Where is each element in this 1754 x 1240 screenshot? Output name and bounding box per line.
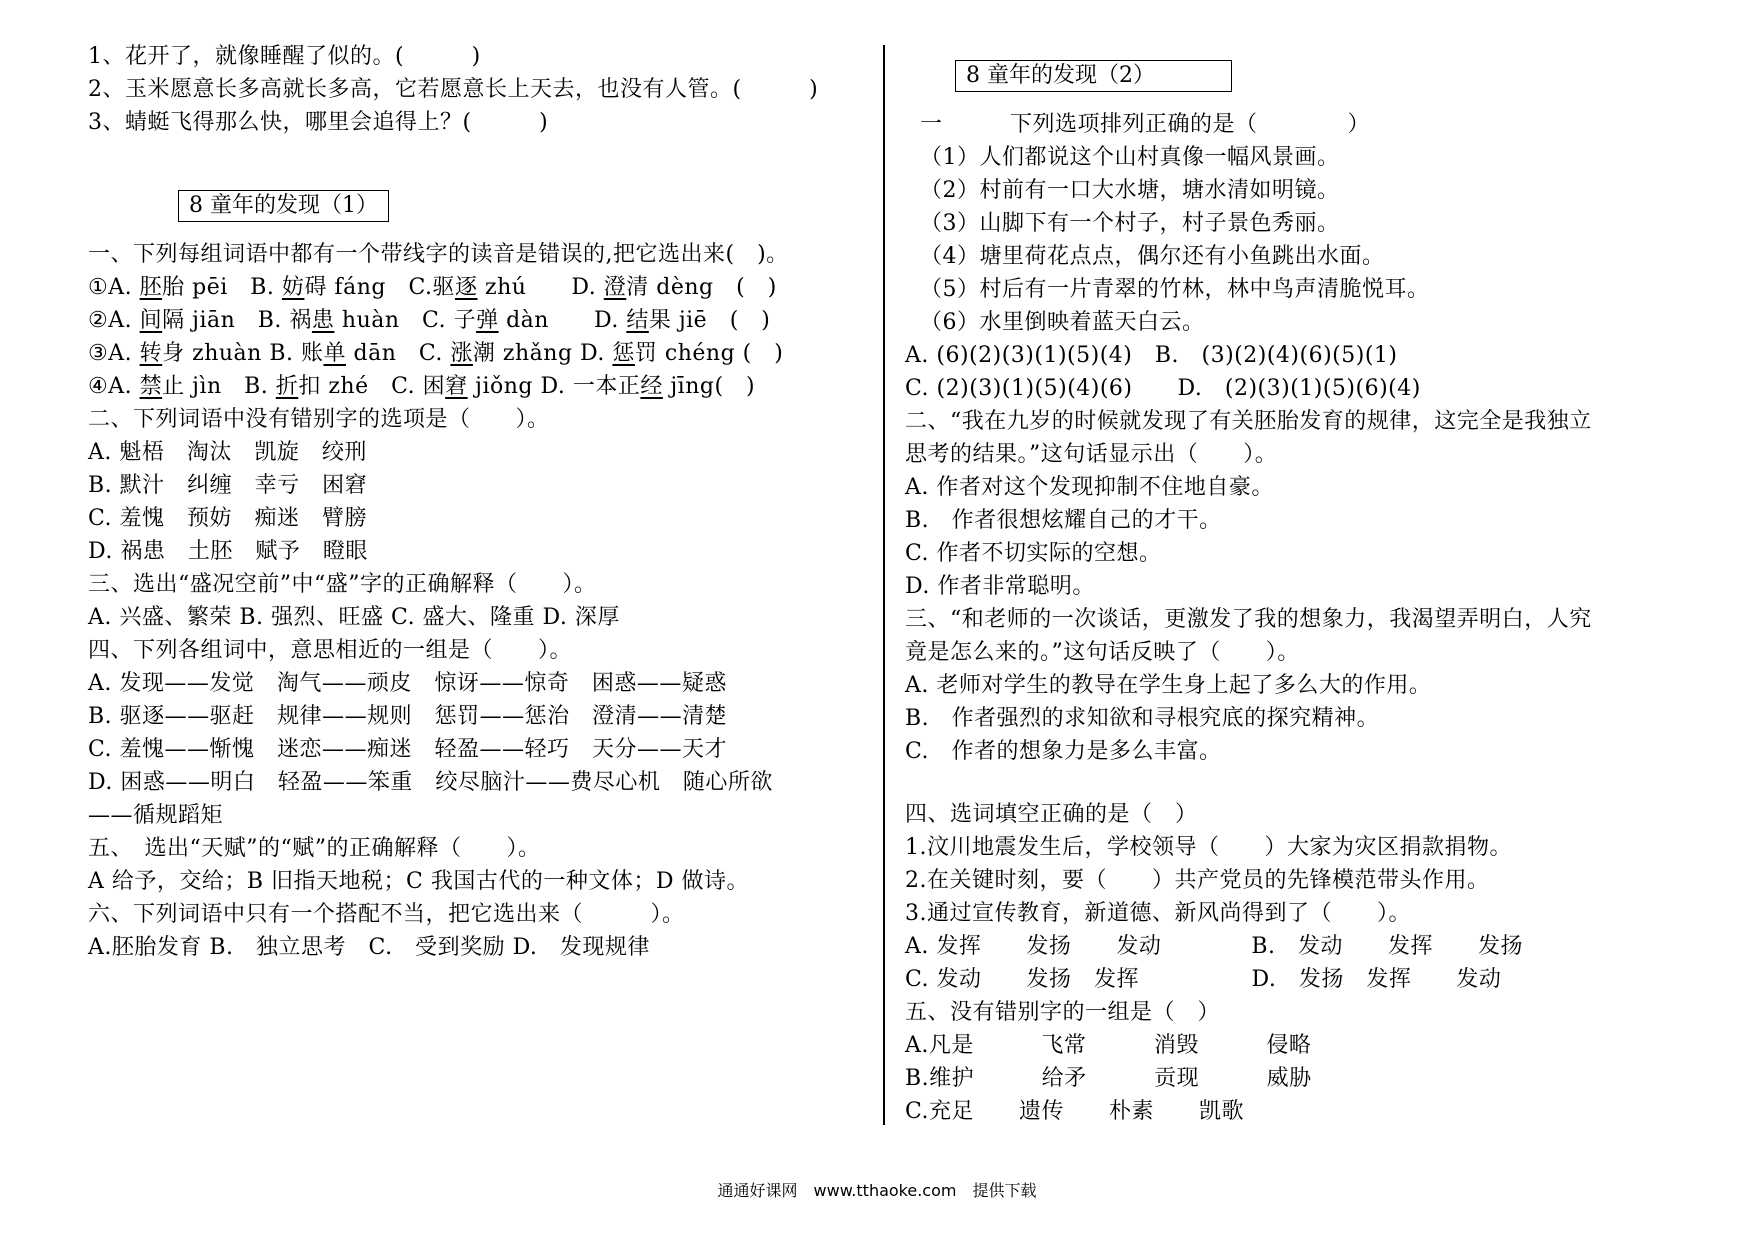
left-top-item-1: 1、花开了，就像睡醒了似的。( ) bbox=[88, 44, 481, 69]
left-q3-title: 三、选出“盛况空前”中“盛”字的正确解释（ ）。 bbox=[88, 572, 597, 597]
left-q4-title: 四、下列各组词中，意思相近的一组是（ ）。 bbox=[88, 638, 573, 663]
underlined-char: 患 bbox=[311, 308, 335, 333]
right-q1-item-1: （1）人们都说这个山村真像一幅风景画。 bbox=[920, 145, 1340, 170]
right-q1-item-5: （5）村后有一片青翠的竹林，林中鸟声清脆悦耳。 bbox=[920, 277, 1430, 302]
footer-credit: 通通好课网 www.tthaoke.com 提供下载 bbox=[717, 1181, 1037, 1200]
right-q1-item-6: （6）水里倒映着蓝天白云。 bbox=[920, 310, 1205, 335]
right-q4-item-1: 1.汶川地震发生后，学校领导（ ）大家为灾区捐款捐物。 bbox=[905, 835, 1512, 860]
row-text: A. bbox=[108, 275, 140, 300]
right-q1-options-ab: A. (6)(2)(3)(1)(5)(4) B. (3)(2)(4)(6)(5)(1) bbox=[905, 343, 1398, 368]
left-q4-option-b: B. 驱逐——驱赶 规律——规则 惩罚——惩治 澄清——清楚 bbox=[88, 704, 728, 729]
row-text: jiǒng D. 一本正 bbox=[467, 374, 641, 399]
row-text: 清 dèng ( ) bbox=[626, 275, 777, 300]
underlined-char: 胚 bbox=[139, 275, 163, 300]
left-q1-row-2 bbox=[88, 306, 770, 336]
row-number: ④ bbox=[88, 374, 109, 399]
underlined-char: 妨 bbox=[281, 275, 305, 300]
row-text: huàn C. 子 bbox=[334, 308, 477, 333]
row-text: jīng( ) bbox=[662, 374, 756, 399]
row-text: 胎 pēi B. bbox=[162, 275, 282, 300]
underlined-char: 间 bbox=[139, 308, 163, 333]
underlined-char: 折 bbox=[275, 374, 299, 399]
right-q2-option-c: C. 作者不切实际的空想。 bbox=[905, 541, 1162, 566]
column-divider bbox=[883, 45, 885, 1125]
left-q2-option-a: A. 魁梧 淘汰 凯旋 绞刑 bbox=[88, 440, 367, 465]
left-q1-row-1 bbox=[88, 273, 777, 303]
left-q2-option-c: C. 羞愧 预妨 痴迷 臂膀 bbox=[88, 506, 368, 531]
right-q4-item-3: 3.通过宣传教育，新道德、新风尚得到了（ ）。 bbox=[905, 901, 1411, 926]
underlined-char: 涨 bbox=[450, 341, 473, 366]
right-q4-options-cd: C. 发动 发扬 发挥 D. 发扬 发挥 发动 bbox=[905, 967, 1502, 992]
right-q4-title: 四、选词填空正确的是（ ） bbox=[905, 802, 1198, 827]
right-q3-option-a: A. 老师对学生的教导在学生身上起了多么大的作用。 bbox=[905, 673, 1432, 698]
right-q2-option-b: B. 作者很想炫耀自己的才干。 bbox=[905, 508, 1222, 533]
row-text: A. bbox=[108, 308, 140, 333]
row-text: 止 jìn B. bbox=[162, 374, 276, 399]
right-q5-option-c: C.充足 遗传 朴素 凯歌 bbox=[905, 1099, 1245, 1124]
row-text: 碍 fáng C.驱 bbox=[304, 275, 455, 300]
right-q3-option-c: C. 作者的想象力是多么丰富。 bbox=[905, 739, 1222, 764]
right-q5-title: 五、没有错别字的一组是（ ） bbox=[905, 1000, 1221, 1025]
row-text: dàn D. bbox=[498, 308, 627, 333]
right-q1-item-2: （2）村前有一口大水塘，塘水清如明镜。 bbox=[920, 178, 1340, 203]
row-number: ③ bbox=[88, 341, 109, 366]
left-q4-option-d-cont: ——循规蹈矩 bbox=[88, 803, 224, 828]
underlined-char: 惩 bbox=[612, 341, 635, 366]
left-q1-title: 一、下列每组词语中都有一个带线字的读音是错误的,把它选出来( )。 bbox=[88, 242, 789, 267]
row-number: ① bbox=[88, 275, 109, 300]
left-q4-option-a: A. 发现——发觉 淘气——顽皮 惊讶——惊奇 困惑——疑惑 bbox=[88, 671, 727, 696]
right-q4-item-2: 2.在关键时刻，要（ ）共产党员的先锋模范带头作用。 bbox=[905, 868, 1490, 893]
left-q5-options: A 给予，交给；B 旧指天地税；C 我国古代的一种文体；D 做诗。 bbox=[88, 869, 750, 894]
left-q6-title: 六、下列词语中只有一个搭配不当，把它选出来（ ）。 bbox=[88, 902, 685, 927]
right-q5-option-a: A.凡是 飞常 消毁 侵略 bbox=[905, 1033, 1312, 1058]
right-q5-option-b: B.维护 给矛 贡现 威胁 bbox=[905, 1066, 1312, 1091]
row-text: dān C. bbox=[346, 341, 451, 366]
section-title-1: 8 童年的发现（1） bbox=[178, 190, 389, 222]
right-q2-option-a: A. 作者对这个发现抑制不住地自豪。 bbox=[905, 475, 1274, 500]
left-q4-option-c: C. 羞愧——惭愧 迷恋——痴迷 轻盈——轻巧 天分——天才 bbox=[88, 737, 728, 762]
left-q2-option-b: B. 默汁 纠缠 幸亏 困窘 bbox=[88, 473, 368, 498]
row-text: 身 zhuàn B. 账 bbox=[162, 341, 324, 366]
left-q3-options: A. 兴盛、繁荣 B. 强烈、旺盛 C. 盛大、隆重 D. 深厚 bbox=[88, 605, 620, 630]
right-q3-line-2: 竟是怎么来的。”这句话反映了（ ）。 bbox=[905, 640, 1300, 665]
underlined-char: 单 bbox=[323, 341, 346, 366]
right-q3-line-1: 三、“和老师的一次谈话，更激发了我的想象力，我渴望弄明白，人究 bbox=[905, 607, 1592, 632]
left-top-item-3: 3、蜻蜓飞得那么快，哪里会追得上？( ) bbox=[88, 110, 549, 135]
left-q2-option-d: D. 祸患 土胚 赋予 瞪眼 bbox=[88, 539, 368, 564]
left-q4-option-d: D. 困惑——明白 轻盈——笨重 绞尽脑汁——费尽心机 随心所欲 bbox=[88, 770, 773, 795]
right-q1-item-4: （4）塘里荷花点点，偶尔还有小鱼跳出水面。 bbox=[920, 244, 1385, 269]
underlined-char: 经 bbox=[640, 374, 663, 399]
right-q1-title: 一 下列选项排列正确的是（ ） bbox=[920, 112, 1371, 137]
left-top-item-2: 2、玉米愿意长多高就长多高，它若愿意长上天去，也没有人管。( ) bbox=[88, 77, 819, 102]
left-q1-row-3 bbox=[88, 339, 783, 369]
row-text: 扣 zhé C. 困 bbox=[298, 374, 446, 399]
row-text: A. bbox=[108, 374, 140, 399]
row-text: 罚 chéng ( ) bbox=[634, 341, 784, 366]
right-q2-line-2: 思考的结果。”这句话显示出（ ）。 bbox=[905, 442, 1278, 467]
right-q4-options-ab: A. 发挥 发扬 发动 B. 发动 发挥 发扬 bbox=[905, 934, 1524, 959]
row-text: A. bbox=[108, 341, 140, 366]
underlined-char: 窘 bbox=[445, 374, 468, 399]
section-title-2: 8 童年的发现（2） bbox=[955, 60, 1232, 92]
left-q6-options: A.胚胎发育 B. 独立思考 C. 受到奖励 D. 发现规律 bbox=[88, 935, 650, 960]
underlined-char: 澄 bbox=[603, 275, 627, 300]
row-text: 潮 zhǎng D. bbox=[472, 341, 613, 366]
right-q2-line-1: 二、“我在九岁的时候就发现了有关胚胎发育的规律，这完全是我独立 bbox=[905, 409, 1592, 434]
right-q1-options-cd: C. (2)(3)(1)(5)(4)(6) D. (2)(3)(1)(5)(6)(4) bbox=[905, 376, 1421, 401]
row-text: 果 jiē ( ) bbox=[648, 308, 771, 333]
right-q1-item-3: （3）山脚下有一个村子，村子景色秀丽。 bbox=[920, 211, 1340, 236]
left-q2-title: 二、下列词语中没有错别字的选项是（ ）。 bbox=[88, 407, 550, 432]
left-q1-row-4 bbox=[88, 372, 755, 402]
underlined-char: 逐 bbox=[454, 275, 478, 300]
row-text: 隔 jiān B. 祸 bbox=[162, 308, 312, 333]
row-number: ② bbox=[88, 308, 109, 333]
right-q3-option-b: B. 作者强烈的求知欲和寻根究底的探究精神。 bbox=[905, 706, 1380, 731]
right-q2-option-d: D. 作者非常聪明。 bbox=[905, 574, 1095, 599]
underlined-char: 结 bbox=[626, 308, 649, 333]
underlined-char: 转 bbox=[139, 341, 163, 366]
underlined-char: 弹 bbox=[476, 308, 499, 333]
row-text: zhú D. bbox=[477, 275, 604, 300]
left-q5-title: 五、 选出“天赋”的“赋”的正确解释（ ）。 bbox=[88, 836, 541, 861]
underlined-char: 禁 bbox=[139, 374, 163, 399]
